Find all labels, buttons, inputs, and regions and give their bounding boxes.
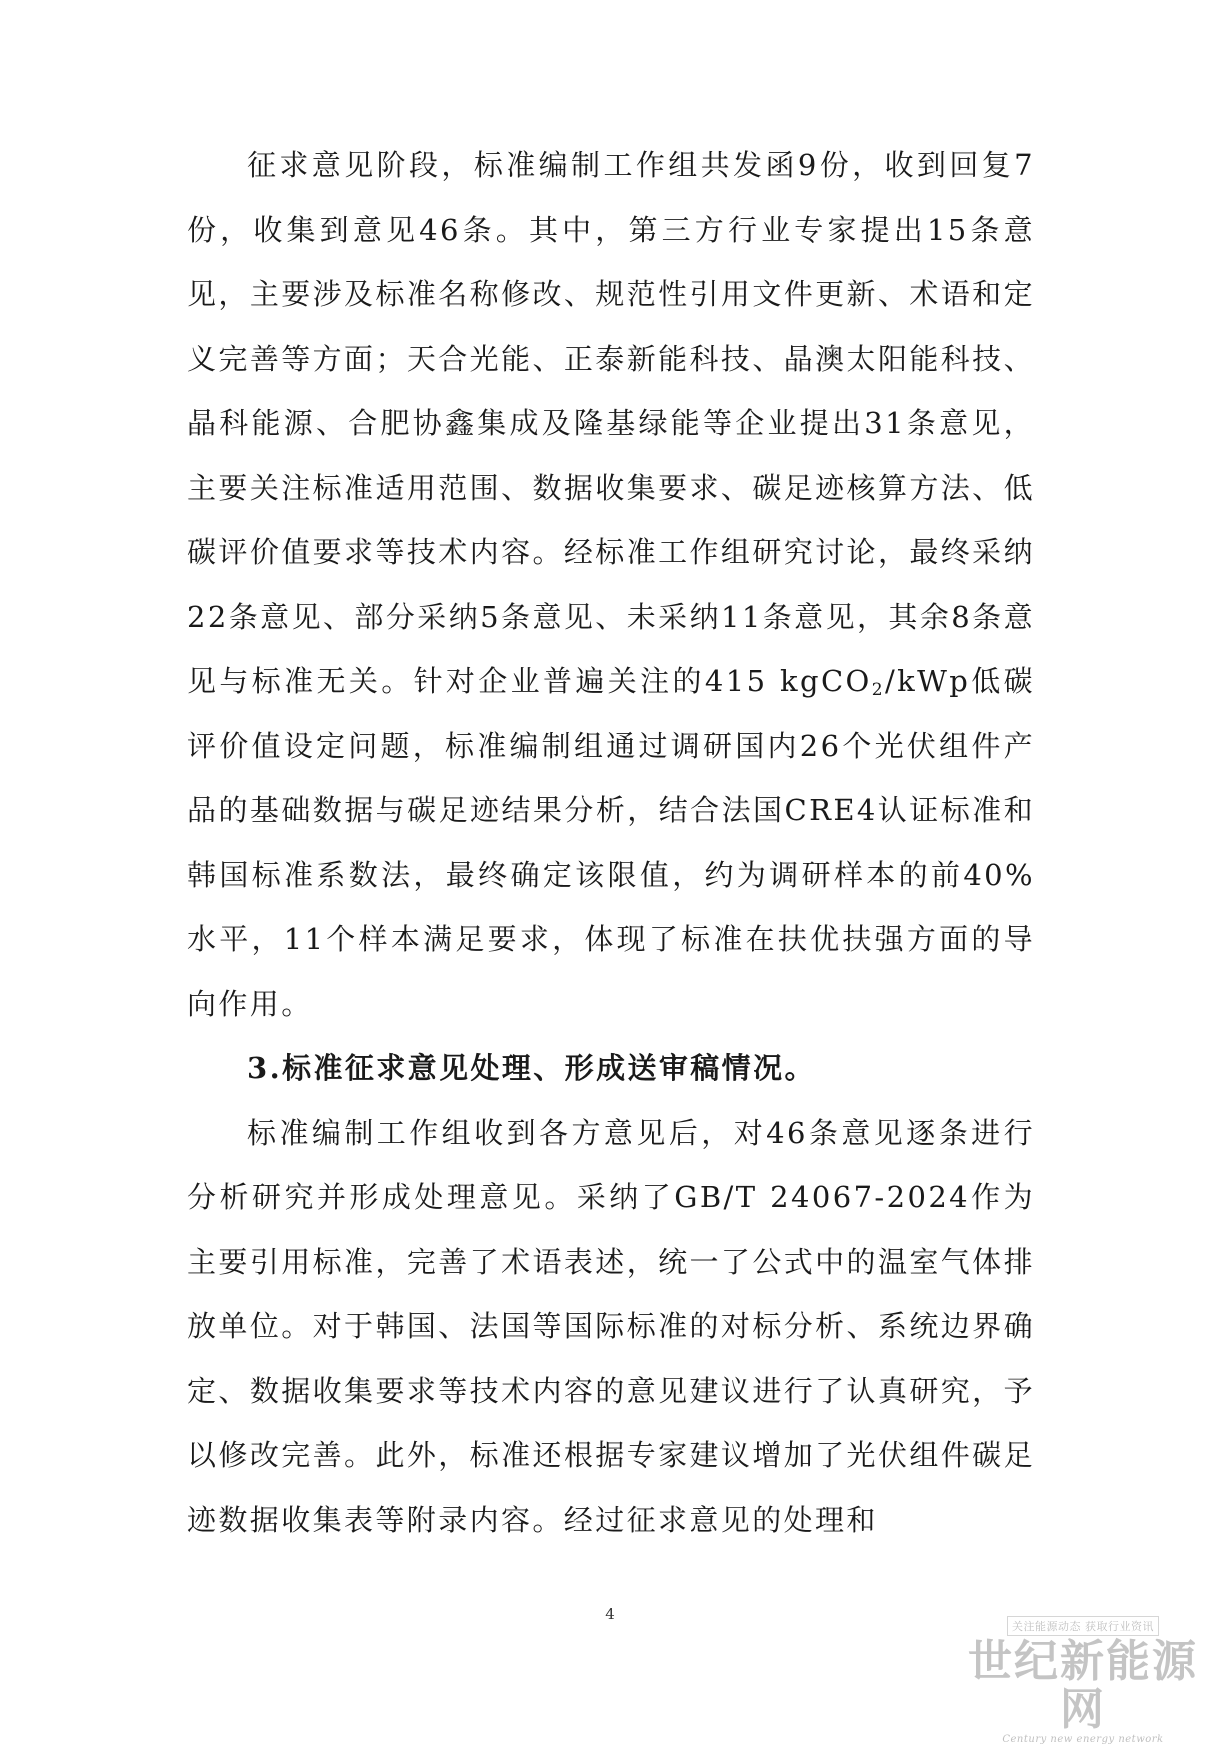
- watermark-title: 世纪新能源网: [968, 1636, 1198, 1735]
- watermark-tagline: 关注能源动态 获取行业资讯: [1007, 1616, 1159, 1636]
- section-heading: 3.标准征求意见处理、形成送审稿情况。: [247, 1051, 816, 1085]
- body-text: [187, 133, 1035, 1552]
- paragraph-1-part-b: /kWp低碳评价值设定问题，标准编制组通过调研国内26个光伏组件产品的基础数据与碳足迹结果分析，结合法国CRE4认证标准和韩国标准系数法，最终确定该限值，约为调研样本的前40%水平，11个样本满足要求，体现了标准在扶优扶强方面的导向作用。: [187, 664, 1035, 1021]
- co2-subscript: 2: [871, 680, 885, 700]
- page-number: 4: [605, 1605, 615, 1623]
- watermark-logo: [958, 1615, 1208, 1745]
- paragraph-opinion-handling: 标准编制工作组收到各方意见后，对46条意见逐条进行分析研究并形成处理意见。采纳了GB/T 24067-2024作为主要引用标准，完善了术语表述，统一了公式中的温室气体排放单位。对于韩国、法国等国际标准的对标分析、系统边界确定、数据收集要求等技术内容的意见建议进行了认真研究，予以修改完善。此外，标准还根据专家建议增加了光伏组件碳足迹数据收集表等附录内容。经过征求意见的处理和: [187, 1115, 1035, 1537]
- paragraph-1-part-a: 征求意见阶段，标准编制工作组共发函9份，收到回复7份，收集到意见46条。其中，第三方行业专家提出15条意见，主要涉及标准名称修改、规范性引用文件更新、术语和定义完善等方面；天合光能、正泰新能科技、晶澳太阳能科技、晶科能源、合肥协鑫集成及隆基绿能等企业提出31条意见，主要关注标准适用范围、数据收集要求、碳足迹核算方法、低碳评价值要求等技术内容。经标准工作组研究讨论，最终采纳22条意见、部分采纳5条意见、未采纳11条意见，其余8条意见与标准无关。针对企业普遍关注的415 kgCO: [187, 148, 1035, 698]
- watermark-subtitle: Century new energy network: [1002, 1734, 1164, 1745]
- paragraph-opinion-collection: [187, 133, 1035, 1036]
